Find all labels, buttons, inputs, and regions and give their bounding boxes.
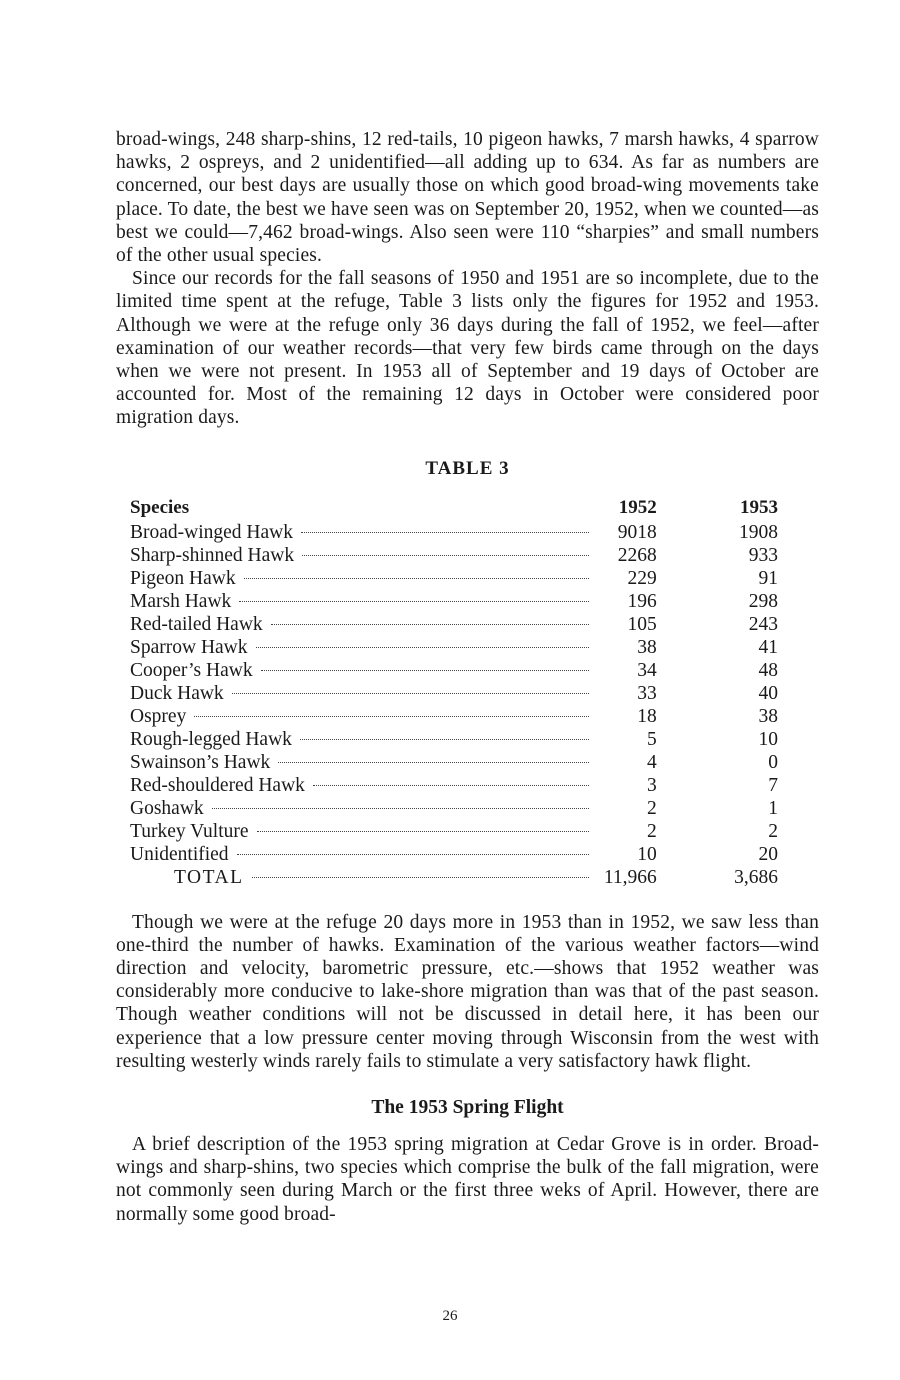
species-leader xyxy=(130,682,597,705)
table-row xyxy=(130,751,790,774)
species-leader xyxy=(130,728,597,751)
count-1953: 40 xyxy=(758,682,778,704)
species-name: Rough-legged Hawk xyxy=(130,728,292,750)
count-1952: 9018 xyxy=(617,521,657,543)
species-leader xyxy=(130,544,597,567)
header-1953: 1953 xyxy=(740,496,778,518)
count-1952: 229 xyxy=(627,567,657,589)
count-1953: 10 xyxy=(758,728,778,750)
species-name: Sharp-shinned Hawk xyxy=(130,544,295,566)
count-1952: 2 xyxy=(646,797,657,819)
species-leader xyxy=(130,636,597,659)
species-name: Goshawk xyxy=(130,797,204,819)
species-leader xyxy=(130,820,597,843)
page-body xyxy=(116,128,819,1226)
species-cell xyxy=(130,613,597,636)
count-1953: 20 xyxy=(758,843,778,865)
species-cell xyxy=(130,751,597,774)
dot-leader xyxy=(252,877,589,878)
paragraph-comparison: Though we were at the refuge 20 days more in 1953 than in 1952, we saw less than one-third the number of hawks. Examination of the various weather factors—wind direction and velocity, barometric pressure, etc.—shows that 1952 weather was considerably more conducive to lake-shore migration than was that of the past season. Though weather conditions will not be discussed in detail here, it has been our experience that a low pressure center moving through Wisconsin from the west with resulting westerly winds rarely fails to stimulate a very satisfactory hawk flight. xyxy=(116,911,819,1072)
table-row xyxy=(130,567,790,590)
species-cell xyxy=(130,728,597,751)
species-cell xyxy=(130,636,597,659)
count-1952: 2 xyxy=(646,820,657,842)
table-title: TABLE 3 xyxy=(425,457,510,479)
count-1953: 41 xyxy=(758,636,778,658)
count-1952: 11,966 xyxy=(603,866,657,888)
species-name: Osprey xyxy=(130,705,187,727)
dot-leader xyxy=(256,647,589,648)
dot-leader xyxy=(278,762,589,763)
species-leader xyxy=(130,613,597,636)
total-label-cell xyxy=(130,866,597,889)
section-heading: The 1953 Spring Flight xyxy=(371,1097,564,1119)
species-leader xyxy=(130,705,597,728)
table-row xyxy=(130,843,790,866)
species-cell xyxy=(130,843,597,866)
species-leader xyxy=(130,843,597,866)
species-leader xyxy=(130,751,597,774)
table-row xyxy=(130,705,790,728)
table-row xyxy=(130,728,790,751)
count-1952: 4 xyxy=(646,751,657,773)
species-name: Sparrow Hawk xyxy=(130,636,248,658)
count-1952: 34 xyxy=(637,659,657,681)
count-1953: 38 xyxy=(758,705,778,727)
dot-leader xyxy=(239,601,589,602)
total-label: TOTAL xyxy=(174,866,244,888)
page-number: 26 xyxy=(442,1308,458,1324)
species-name: Red-shouldered Hawk xyxy=(130,774,305,796)
table-row xyxy=(130,774,790,797)
table-row xyxy=(130,682,790,705)
species-leader xyxy=(130,774,597,797)
species-leader xyxy=(130,590,597,613)
count-1953: 243 xyxy=(748,613,778,635)
count-1953: 0 xyxy=(768,751,778,773)
species-cell xyxy=(130,682,597,705)
species-cell xyxy=(130,774,597,797)
table-row xyxy=(130,636,790,659)
header-1952: 1952 xyxy=(618,496,657,518)
table-total-row xyxy=(130,866,790,889)
table-row xyxy=(130,521,790,544)
paragraph-records: Since our records for the fall seasons of 1950 and 1951 are so incomplete, due to the limited time spent at the refuge, Table 3 lists only the figures for 1952 and 1953. Although we were at the refuge only 36 days during the fall of 1952, we feel—after examination of our weather records—that very few birds came through on the days when we were not present. In 1953 all of September and 19 days of October are accounted for. Most of the remaining 12 days in October were considered poor migration days. xyxy=(116,268,819,429)
dot-leader xyxy=(302,555,589,556)
count-1953: 1908 xyxy=(739,521,778,543)
table-row xyxy=(130,544,790,567)
table-row xyxy=(130,659,790,682)
dot-leader xyxy=(212,808,589,809)
species-leader xyxy=(130,521,597,544)
species-cell xyxy=(130,659,597,682)
species-cell xyxy=(130,590,597,613)
table-header-row xyxy=(130,496,790,521)
count-1953: 2 xyxy=(768,820,778,842)
species-name: Cooper’s Hawk xyxy=(130,659,253,681)
count-1952: 18 xyxy=(637,705,657,727)
species-name: Broad-winged Hawk xyxy=(130,521,293,543)
species-name: Unidentified xyxy=(130,843,229,865)
species-cell xyxy=(130,521,597,544)
table-row xyxy=(130,820,790,843)
species-leader xyxy=(130,659,597,682)
species-name: Red-tailed Hawk xyxy=(130,613,263,635)
count-1953: 298 xyxy=(748,590,778,612)
count-1952: 10 xyxy=(637,843,657,865)
dot-leader xyxy=(261,670,589,671)
species-cell xyxy=(130,567,597,590)
count-1953: 48 xyxy=(758,659,778,681)
species-leader xyxy=(130,797,597,820)
species-name: Swainson’s Hawk xyxy=(130,751,271,773)
count-1952: 105 xyxy=(627,613,657,635)
count-1952: 5 xyxy=(646,728,657,750)
dot-leader xyxy=(244,578,589,579)
dot-leader xyxy=(232,693,589,694)
species-name: Marsh Hawk xyxy=(130,590,232,612)
table-row xyxy=(130,613,790,636)
hawk-count-table xyxy=(130,496,790,889)
count-1953: 933 xyxy=(748,544,778,566)
species-cell xyxy=(130,544,597,567)
table-row xyxy=(130,590,790,613)
species-cell xyxy=(130,705,597,728)
count-1952: 38 xyxy=(637,636,657,658)
species-cell xyxy=(130,797,597,820)
dot-leader xyxy=(194,716,589,717)
species-leader xyxy=(130,567,597,590)
dot-leader xyxy=(300,739,589,740)
dot-leader xyxy=(257,831,589,832)
count-1953: 7 xyxy=(768,774,778,796)
species-cell xyxy=(130,820,597,843)
dot-leader xyxy=(271,624,589,625)
species-name: Pigeon Hawk xyxy=(130,567,236,589)
species-name: Duck Hawk xyxy=(130,682,224,704)
table-body xyxy=(130,521,790,889)
paragraph-spring: A brief description of the 1953 spring migration at Cedar Grove is in order. Broad-wings and sharp-shins, two species which comprise the bulk of the fall migration, were not commonly seen during March or the first three weks of April. However, there are normally some good broad- xyxy=(116,1134,819,1225)
count-1953: 91 xyxy=(758,567,778,589)
dot-leader xyxy=(301,532,589,533)
count-1952: 3 xyxy=(646,774,657,796)
species-leader xyxy=(130,866,597,889)
table-row xyxy=(130,797,790,820)
dot-leader xyxy=(313,785,589,786)
paragraph-continued: broad-wings, 248 sharp-shins, 12 red-tails, 10 pigeon hawks, 7 marsh hawks, 4 sparrow hawks, 2 ospreys, and 2 unidentified—all adding up to 634. As far as numbers are concerned, our best days are usually those on which good broad-wing movements take place. To date, the best we have seen was on September 20, 1952, when we counted—as best we could—7,462 broad-wings. Also seen were 110 “sharpies” and small numbers of the other usual species. xyxy=(116,129,819,267)
dot-leader xyxy=(237,854,589,855)
count-1952: 2268 xyxy=(617,544,657,566)
species-name: Turkey Vulture xyxy=(130,820,249,842)
count-1952: 33 xyxy=(637,682,657,704)
count-1953: 3,686 xyxy=(734,866,778,888)
count-1952: 196 xyxy=(627,590,657,612)
count-1953: 1 xyxy=(768,797,778,819)
header-species: Species xyxy=(130,496,190,518)
